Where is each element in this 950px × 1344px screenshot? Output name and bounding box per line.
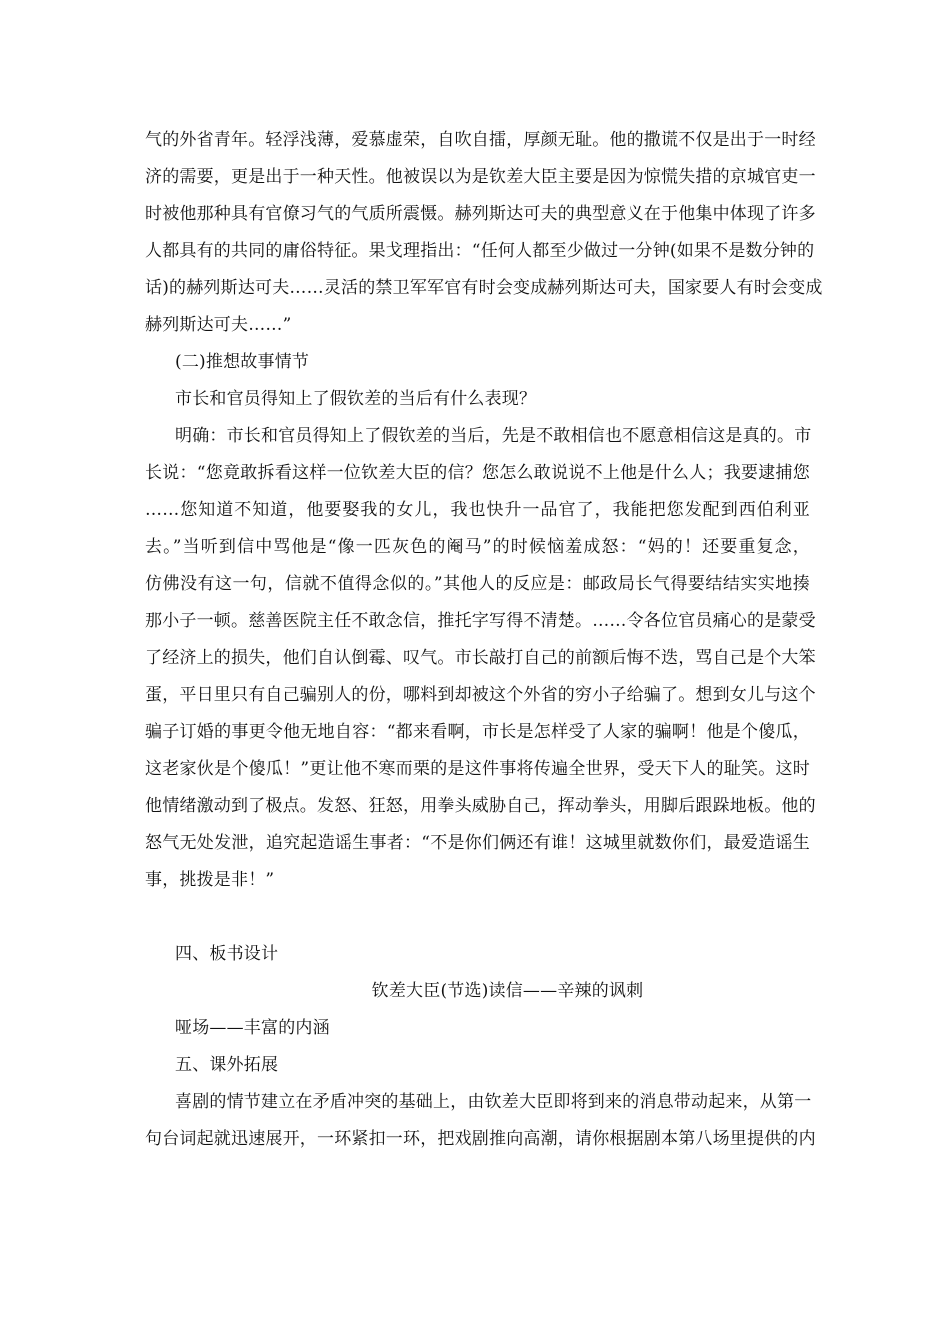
text-line: 了经济上的损失，他们自认倒霉、叹气。市长敲打自己的前额后悔不迭，骂自己是个大笨 — [145, 648, 816, 668]
text-line: 怒气无处发泄，追究起造谣生事者：“不是你们俩还有谁！这城里就数你们，最爱造谣生 — [145, 833, 810, 853]
text-line: 气的外省青年。轻浮浅薄，爱慕虚荣，自吹自擂，厚颜无耻。他的撒谎不仅是出于一时经 — [145, 130, 816, 150]
board-title-text: 钦差大臣(节选)读信——辛辣的讽刺 — [371, 981, 644, 1001]
text-line: 长说：“您竟敢拆看这样一位钦差大臣的信？您怎么敢说说不上他是什么人；我要逮捕您 — [145, 463, 810, 483]
text-line: 句台词起就迅速展开，一环紧扣一环，把戏剧推向高潮，请你根据剧本第八场里提供的内 — [145, 1129, 816, 1149]
text-line: 明确：市长和官员得知上了假钦差的当后，先是不敢相信也不愿意相信这是真的。市 — [175, 426, 812, 446]
text-line: 人都具有的共同的庸俗特征。果戈理指出：“任何人都至少做过一分钟(如果不是数分钟的 — [145, 241, 815, 261]
text-line: 他情绪激动到了极点。发怒、狂怒，用拳头威胁自己，挥动拳头，用脚后跟跺地板。他的 — [145, 796, 816, 816]
heading-text: 五、课外拓展 — [175, 1055, 279, 1075]
heading-text: 四、板书设计 — [175, 944, 279, 964]
text-line: 蛋，平日里只有自己骗别人的份，哪料到却被这个外省的穷小子给骗了。想到女儿与这个 — [145, 685, 816, 705]
text-line: 事，挑拨是非！” — [145, 870, 275, 890]
text-line: 时被他那种具有官僚习气的气质所震慑。赫列斯达可夫的典型意义在于他集中体现了许多 — [145, 204, 816, 224]
text-line: 济的需要，更是出于一种天性。他被误以为是钦差大臣主要是因为惊慌失措的京城官吏一 — [145, 167, 816, 187]
text-line: 骗子订婚的事更令他无地自容：“都来看啊，市长是怎样受了人家的骗啊！他是个傻瓜， — [145, 722, 810, 742]
question-text: 市长和官员得知上了假钦差的当后有什么表现？ — [175, 389, 537, 409]
heading-text: (二)推想故事情节 — [175, 352, 310, 372]
text-line: 那小子一顿。慈善医院主任不敢念信，推托字写得不清楚。……令各位官员痛心的是蒙受 — [145, 611, 816, 631]
board-item-text: 哑场——丰富的内涵 — [175, 1018, 330, 1038]
text-line: ……您知道不知道，他要娶我的女儿，我也快升一品官了，我能把您发配到西伯利亚 — [145, 500, 810, 520]
text-line: 去。”当听到信中骂他是“像一匹灰色的阉马”的时候恼羞成怒：“妈的！还要重复念， — [145, 537, 810, 557]
text-line: 仿佛没有这一句，信就不值得念似的。”其他人的反应是：邮政局长气得要结结实实地揍 — [145, 574, 810, 594]
text-line: 喜剧的情节建立在矛盾冲突的基础上，由钦差大臣即将到来的消息带动起来，从第一 — [175, 1092, 812, 1112]
text-line: 话)的赫列斯达可夫……灵活的禁卫军军官有时会变成赫列斯达可夫，国家要人有时会变成 — [145, 278, 823, 298]
text-line: 赫列斯达可夫……” — [145, 315, 292, 335]
text-line: 这老家伙是个傻瓜！”更让他不寒而栗的是这件事将传遍全世界，受天下人的耻笑。这时 — [145, 759, 810, 779]
